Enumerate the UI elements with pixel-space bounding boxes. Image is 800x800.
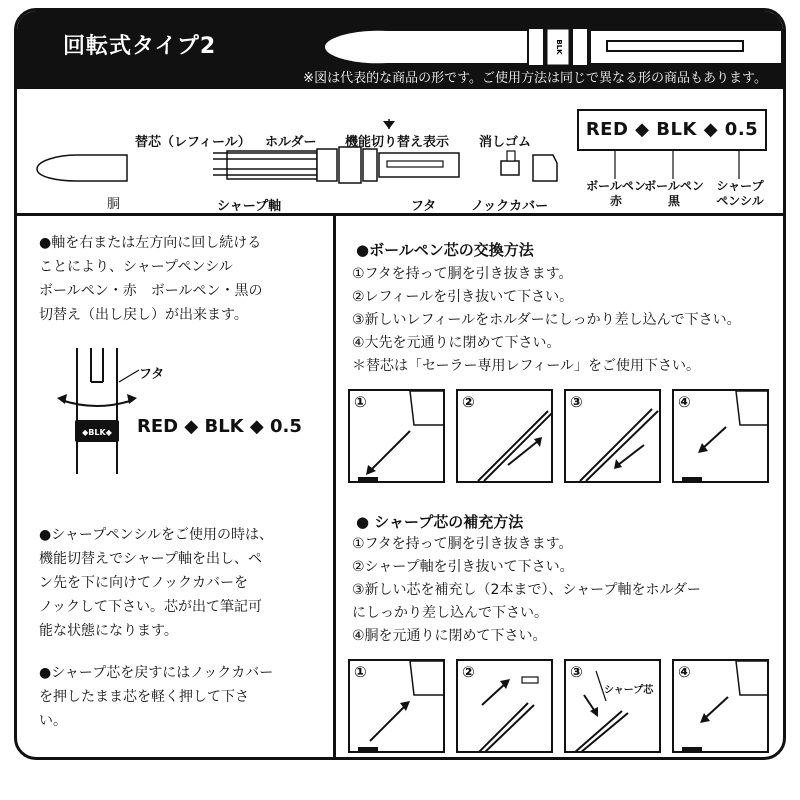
rotation-cap-label: フタ xyxy=(139,367,165,382)
label-function-display: 機能切り替え表示 xyxy=(345,135,450,150)
rotation-instructions: ●軸を右または左方向に回し続ける ことにより、シャープペンシル ボールペン・赤 ボールペン・黒の 切替え（出し戻し）が出来ます。 xyxy=(39,235,263,323)
pencil-panel-1: ① xyxy=(348,659,445,753)
pencil-panel-3: ③ シャープ芯 xyxy=(564,659,661,753)
pencil-panel-4: ④ xyxy=(672,659,769,753)
ballpoint-steps: ①フタを持って胴を引き抜きます。 ②レフィールを引き抜いて下さい。 ③新しいレフィールをホルダーにしっかり差し込んで下さい。 ④大先を元通りに閉めて下さい。 ＊替芯は「セーラー専用レフィール」をご使用下さい。 xyxy=(352,266,741,374)
label-pencil-shaft: シャープ軸 xyxy=(217,199,282,214)
label-body: 胴 xyxy=(107,197,121,212)
rotation-ring-label: ◆BLK◆ xyxy=(82,428,112,437)
pen-clip-label: BLK xyxy=(555,39,563,55)
label-refill: 替芯（レフィール） xyxy=(135,135,251,150)
left-column xyxy=(17,213,333,760)
label-knock-cover: ノックカバー xyxy=(471,199,549,214)
rotation-switch-text: RED ◆ BLK ◆ 0.5 xyxy=(137,416,302,437)
parts-section xyxy=(17,89,783,216)
pencil-steps: ①フタを持って胴を引き抜きます。 ②シャープ軸を引き抜いて下さい。 ③新しい芯を補充し（2本まで）、シャープ軸をホルダー にしっかり差し込んで下さい。 ④胴を元通りに閉めて下さい。 xyxy=(352,536,701,644)
lead-label: シャープ芯 xyxy=(604,685,654,696)
switch-display-text: RED ◆ BLK ◆ 0.5 xyxy=(585,119,759,140)
rotation-diagram xyxy=(47,348,147,478)
pen-illustration xyxy=(317,25,786,69)
ballpoint-panel-1: ① xyxy=(348,389,445,483)
instruction-card xyxy=(14,8,786,760)
pencil-panel-2: ② xyxy=(456,659,553,753)
label-eraser: 消しゴム xyxy=(479,135,532,150)
ballpoint-panel-3: ③ xyxy=(564,389,661,483)
ballpoint-section-title: ●ボールペン芯の交換方法 xyxy=(356,241,534,259)
pencil-usage-instructions: ●シャープペンシルをご使用の時は、 機能切替えでシャープ軸を出し、ペ ン先を下に向けてノックカバーを ノックして下さい。芯が出て筆記可 能な状態になります。 xyxy=(39,527,273,639)
label-holder: ホルダー xyxy=(265,135,317,150)
switch-item-pencil: シャープ ペンシル xyxy=(716,179,764,208)
header-bar xyxy=(17,11,783,89)
page-title: 回転式タイプ2 xyxy=(63,34,217,59)
ballpoint-panel-2: ② xyxy=(456,389,553,483)
lead-retract-instructions: ●シャープ芯を戻すにはノックカバー を押したまま芯を軽く押して下さ い。 xyxy=(39,665,274,729)
label-cap: フタ xyxy=(411,199,437,214)
header-note: ※図は代表的な商品の形です。ご使用方法は同じで異なる形の商品もあります。 xyxy=(303,71,767,86)
right-column xyxy=(336,213,786,760)
switch-item-black: ボールペン 黒 xyxy=(644,179,704,208)
switch-item-red: ボールペン 赤 xyxy=(586,179,646,208)
ballpoint-panel-4: ④ xyxy=(672,389,769,483)
pencil-section-title: ● シャープ芯の補充方法 xyxy=(356,513,524,531)
switch-display-box xyxy=(577,109,767,151)
